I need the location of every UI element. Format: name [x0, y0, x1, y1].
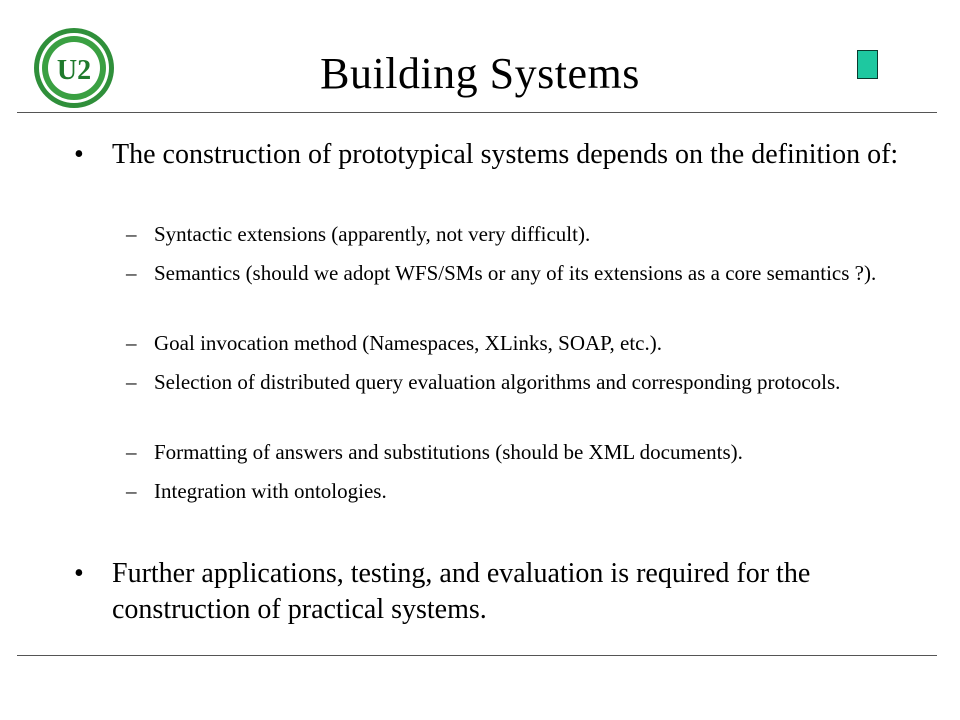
bullet-marker: • — [74, 139, 84, 170]
sub-item-text: Syntactic extensions (apparently, not very difficult). — [154, 222, 591, 246]
bullet-marker: • — [74, 558, 84, 589]
bullet-item — [74, 137, 924, 173]
sub-item — [126, 476, 916, 506]
bottom-divider — [17, 655, 937, 656]
svg-text:U2: U2 — [56, 55, 92, 86]
sub-item-text: Selection of distributed query evaluation algorithms and corresponding protocols. — [154, 370, 841, 394]
dash-marker: – — [126, 479, 137, 503]
sub-item — [126, 219, 916, 249]
top-divider — [17, 112, 937, 113]
dash-marker: – — [126, 370, 137, 394]
dash-marker: – — [126, 261, 137, 285]
slide-title: Building Systems — [320, 49, 640, 98]
bullet-text: The construction of prototypical systems depends on the definition of: — [112, 139, 899, 170]
sub-item-text: Formatting of answers and substitutions (should be XML documents). — [154, 440, 743, 464]
sub-item — [126, 258, 916, 288]
sub-item — [126, 328, 916, 358]
corner-square-marker — [857, 50, 878, 79]
dash-marker: – — [126, 331, 137, 355]
sub-item — [126, 367, 916, 397]
dash-marker: – — [126, 440, 137, 464]
sub-item-text: Integration with ontologies. — [154, 479, 387, 503]
dash-marker: – — [126, 222, 137, 246]
bullet-text: Further applications, testing, and evaluation is required for the construction of practical systems. — [112, 558, 811, 625]
sub-item-text: Goal invocation method (Namespaces, XLinks, SOAP, etc.). — [154, 331, 662, 355]
bullet-item — [74, 556, 924, 628]
sub-item — [126, 437, 916, 467]
sub-item-text: Semantics (should we adopt WFS/SMs or any of its extensions as a core semantics ?). — [154, 261, 877, 285]
